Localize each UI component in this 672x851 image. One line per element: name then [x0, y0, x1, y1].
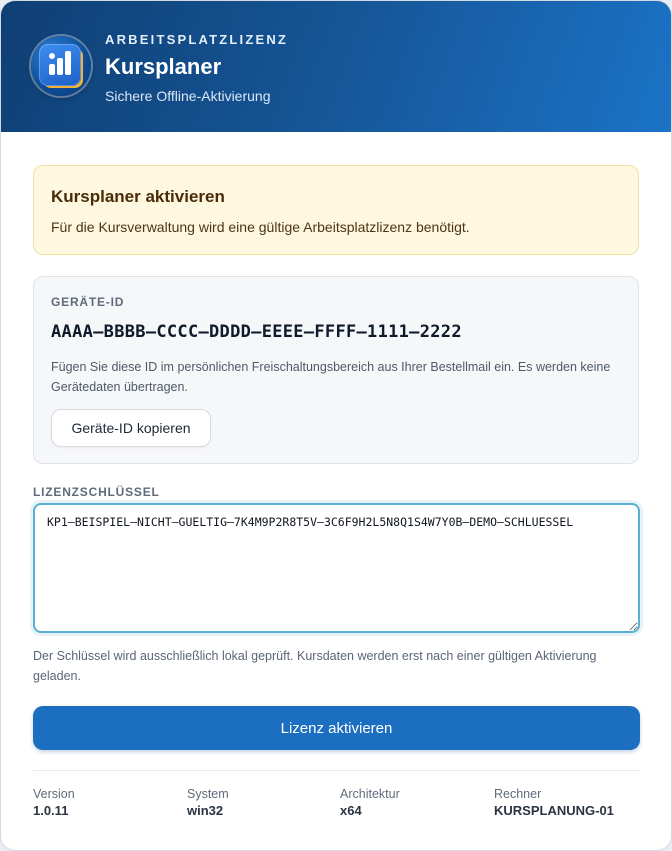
activation-window: [1, 1, 671, 850]
copy-device-id-button[interactable]: Geräte-ID kopieren: [51, 409, 211, 447]
notice-title: Kursplaner aktivieren: [51, 187, 225, 206]
meta-architecture: [340, 787, 400, 818]
app-title: Kursplaner: [105, 54, 222, 79]
activate-license-button[interactable]: Lizenz aktivieren: [33, 706, 640, 750]
logo-bar: [57, 58, 63, 75]
notice-text: Für die Kursverwaltung wird eine gültige Arbeitsplatzlizenz benötigt.: [51, 219, 470, 235]
device-id-value: AAAA–BBBB–CCCC–DDDD–EEEE–FFFF–1111–2222: [51, 322, 462, 342]
meta-architecture-label: Architektur: [340, 787, 400, 801]
license-key-label: LIZENZSCHLÜSSEL: [33, 485, 160, 499]
meta-version-value: 1.0.11: [33, 803, 69, 818]
logo-bar: [49, 64, 55, 75]
footer-divider: [33, 770, 640, 771]
meta-computer: [494, 787, 614, 818]
license-type-eyebrow: ARBEITSPLATZLIZENZ: [105, 32, 289, 47]
app-subtitle: Sichere Offline-Aktivierung: [105, 88, 271, 104]
license-key-input[interactable]: [33, 503, 640, 633]
logo-dot: [49, 53, 55, 59]
meta-architecture-value: x64: [340, 803, 362, 818]
logo-bar: [65, 51, 71, 75]
meta-computer-value: KURSPLANUNG-01: [494, 803, 614, 818]
activation-notice: [33, 165, 639, 255]
device-id-label: GERÄTE-ID: [51, 295, 125, 309]
device-id-card: [33, 276, 639, 464]
license-key-help: Der Schlüssel wird ausschließlich lokal geprüft. Kursdaten werden erst nach einer gültigen Aktivierung geladen.: [33, 649, 597, 683]
meta-system-value: win32: [187, 803, 224, 818]
device-id-help: Fügen Sie diese ID im persönlichen Freischaltungsbereich aus Ihrer Bestellmail ein. Es werden keine Gerätedaten übertragen.: [51, 360, 611, 394]
header: [1, 1, 671, 132]
app-logo-icon: [31, 36, 91, 96]
meta-computer-label: Rechner: [494, 787, 542, 801]
meta-version: [33, 787, 75, 818]
meta-version-label: Version: [33, 787, 75, 801]
logo-tile: [39, 44, 81, 86]
meta-system-label: System: [187, 787, 229, 801]
meta-system: [187, 787, 229, 818]
